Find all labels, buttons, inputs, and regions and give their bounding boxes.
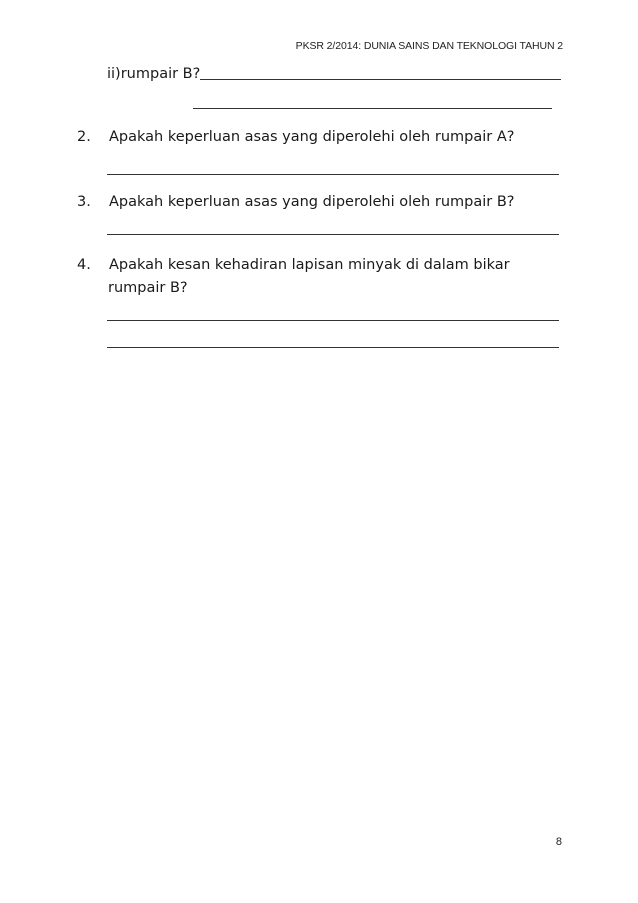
answer-line-1-ii-a[interactable] — [200, 79, 561, 80]
question-4-text-line-1: Apakah kesan kehadiran lapisan minyak di dalam bikar — [109, 257, 510, 273]
page-header: PKSR 2/2014: DUNIA SAINS DAN TEKNOLOGI TAHUN 2 — [295, 40, 563, 52]
answer-line-1-ii-b[interactable] — [193, 108, 552, 109]
page-number: 8 — [555, 836, 562, 848]
question-3-number: 3. — [77, 194, 91, 210]
question-4-text-line-2: rumpair B? — [108, 280, 188, 296]
question-3-text: Apakah keperluan asas yang diperolehi oleh rumpair B? — [109, 194, 515, 210]
question-2-text: Apakah keperluan asas yang diperolehi oleh rumpair A? — [109, 129, 515, 145]
question-4-number: 4. — [77, 257, 91, 273]
answer-line-2[interactable] — [107, 174, 559, 175]
question-1-ii-label: ii)rumpair B? — [107, 66, 201, 82]
question-2-number: 2. — [77, 129, 91, 145]
answer-line-3[interactable] — [107, 234, 559, 235]
answer-line-4-b[interactable] — [107, 347, 559, 348]
answer-line-4-a[interactable] — [107, 320, 559, 321]
